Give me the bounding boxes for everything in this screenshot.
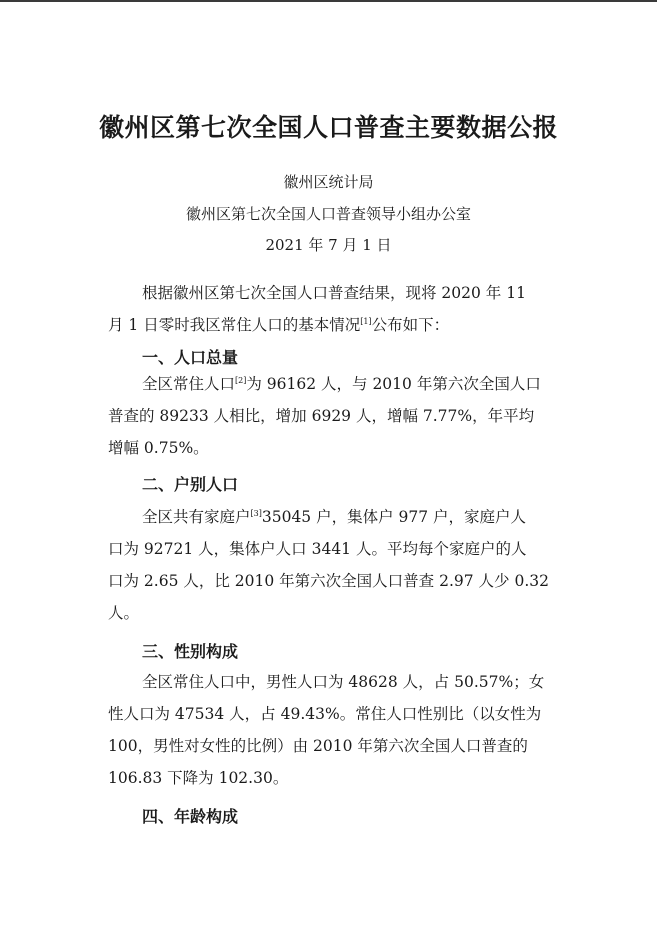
- section1-line-1: [108, 368, 556, 400]
- section-heading-population-total: 一、人口总量: [142, 348, 239, 367]
- section2-line-1-text-b: 35045 户，集体户 977 户，家庭户人: [261, 508, 527, 526]
- document-title: 徽州区第七次全国人口普查主要数据公报: [98, 113, 558, 142]
- section-heading-age: 四、年龄构成: [142, 807, 239, 826]
- publish-date: 2021 年 7 月 1 日: [265, 236, 392, 254]
- section1-line-2: 普查的 89233 人相比，增加 6929 人，增幅 7.77%，年平均: [108, 407, 535, 425]
- section1-line-1-text-a: 全区常住人口: [142, 375, 236, 393]
- section2-line-1: [108, 501, 556, 533]
- section2-line-3: 口为 2.65 人，比 2010 年第六次全国人口普查 2.97 人少 0.32: [108, 572, 549, 590]
- page-top-border: [0, 0, 657, 2]
- section3-line-1: 全区常住人口中，男性人口为 48628 人，占 50.57%；女: [142, 673, 545, 691]
- issuer-bureau: 徽州区统计局: [283, 173, 374, 191]
- issuer-office: 徽州区第七次全国人口普查领导小组办公室: [185, 205, 471, 223]
- section-heading-household: 二、户别人口: [142, 475, 239, 494]
- section-heading-gender: 三、性别构成: [142, 642, 239, 661]
- footnote-ref-1: [1]: [360, 317, 372, 326]
- section3-line-3: 100，男性对女性的比例）由 2010 年第六次全国人口普查的: [108, 737, 528, 755]
- intro-line-2: [108, 309, 556, 341]
- intro-line-1: 根据徽州区第七次全国人口普查结果，现将 2020 年 11: [142, 284, 526, 302]
- footnote-ref-3: [3]: [250, 509, 262, 518]
- section3-line-2: 性人口为 47534 人，占 49.43%。常住人口性别比（以女性为: [108, 705, 542, 723]
- intro-paragraph: [108, 277, 556, 341]
- section1-line-3: 增幅 0.75%。: [108, 439, 209, 457]
- intro-line-2-text-b: 公布如下：: [371, 316, 450, 334]
- section2-line-2: 口为 92721 人，集体户人口 3441 人。平均每个家庭户的人: [108, 540, 527, 558]
- section3-paragraph: [108, 666, 556, 794]
- section1-line-1-text-b: 为 96162 人，与 2010 年第六次全国人口: [246, 375, 541, 393]
- section2-line-4: 人。: [108, 604, 140, 622]
- section2-paragraph: [108, 501, 556, 629]
- section3-line-4: 106.83 下降为 102.30。: [108, 769, 289, 787]
- section2-line-1-text-a: 全区共有家庭户: [142, 508, 251, 526]
- footnote-ref-2: [2]: [235, 376, 247, 385]
- intro-line-2-text-a: 月 1 日零时我区常住人口的基本情况: [108, 316, 361, 334]
- section1-paragraph: [108, 368, 556, 464]
